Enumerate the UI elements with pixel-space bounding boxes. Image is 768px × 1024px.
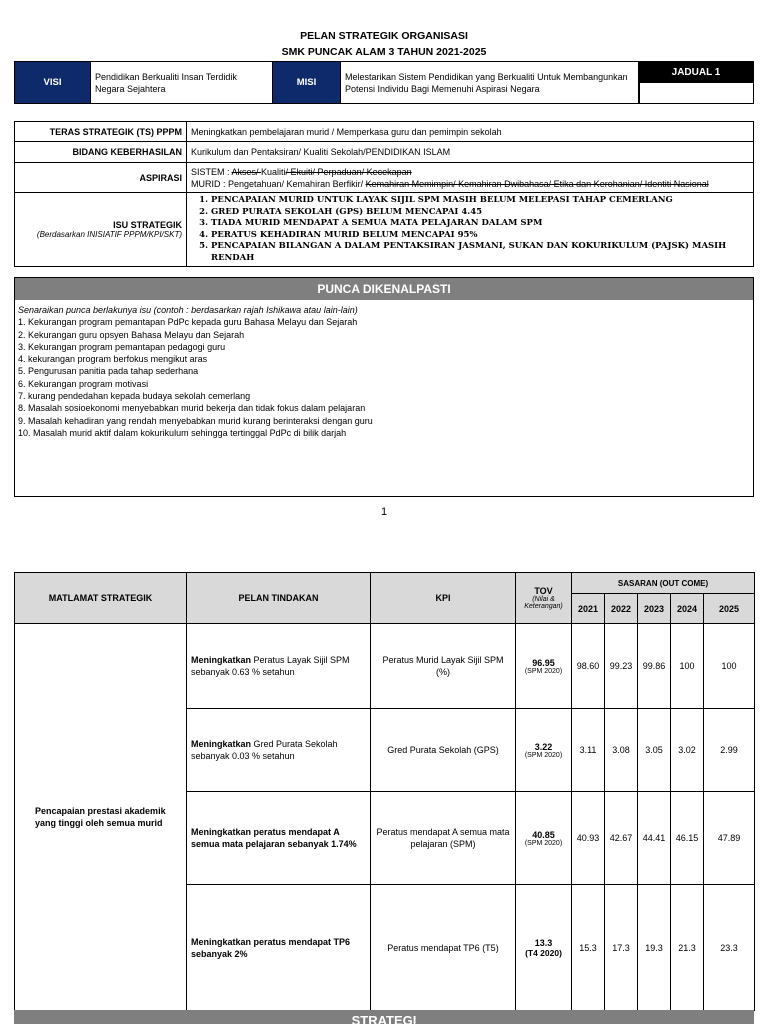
isu-item: 1. PENCAPAIAN MURID UNTUK LAYAK SIJIL SPM MASIH BELUM MELEPASI TAHAP CEMERLANG <box>211 195 749 207</box>
punca-body <box>15 300 753 443</box>
target-cell: 17.3 <box>605 885 638 1011</box>
target-cell: 3.05 <box>638 709 671 792</box>
tov-cell: 96.95 (SPM 2020) <box>516 624 572 709</box>
visi-text: Pendidikan Berkualiti Insan Terdidik Negara Sejahtera <box>91 62 273 104</box>
target-cell: 99.86 <box>638 624 671 709</box>
isu-item: 3. TIADA MURID MENDAPAT A SEMUA MATA PELAJARAN DALAM SPM <box>211 218 749 230</box>
kpi-table <box>14 572 755 1011</box>
aspirasi-sistem: SISTEM : Akses/ Kualiti/ Ekuiti/ Perpaduan/ Kecekapan <box>191 166 412 177</box>
punca-item: 10. Masalah murid aktif dalam kokurikulum sehingga tertinggal PdPc di bilik darjah <box>18 427 347 438</box>
target-cell: 100 <box>704 624 755 709</box>
document-subtitle: SMK PUNCAK ALAM 3 TAHUN 2021-2025 <box>281 46 487 58</box>
punca-hint: Senaraikan punca berlakunya isu (contoh : berdasarkan rajah Ishikawa atau lain-lain) <box>18 305 358 315</box>
header-matlamat: MATLAMAT STRATEGIK <box>15 573 187 624</box>
target-cell: 3.02 <box>671 709 704 792</box>
punca-item: 1. Kekurangan program pemantapan PdPc kepada guru Bahasa Melayu dan Sejarah <box>18 317 358 328</box>
header-year: 2025 <box>704 594 755 624</box>
isu-label-cell <box>15 193 187 267</box>
aspirasi-value <box>187 163 754 193</box>
punca-title: PUNCA DIKENALPASTI <box>15 278 753 300</box>
target-cell: 23.3 <box>704 885 755 1011</box>
page-number: 1 <box>380 506 388 518</box>
isu-list <box>191 195 749 264</box>
jadual-label: JADUAL 1 <box>639 62 753 83</box>
header-kpi: KPI <box>371 573 516 624</box>
bidang-label: BIDANG KEBERHASILAN <box>15 142 187 163</box>
pelan-cell: Meningkatkan peratus mendapat TP6 sebanyak 2% <box>187 885 371 1011</box>
target-cell: 40.93 <box>572 792 605 885</box>
target-cell: 21.3 <box>671 885 704 1011</box>
info-table <box>14 121 754 267</box>
isu-sub-label: (Berdasarkan INISIATIF PPPM/KPI/SKT) <box>36 230 182 239</box>
punca-item: 7. kurang pendedahan kepada budaya sekolah cemerlang <box>18 391 251 402</box>
tov-cell: 40.85 (SPM 2020) <box>516 792 572 885</box>
isu-item: 2. GRED PURATA SEKOLAH (GPS) BELUM MENCAPAI 4.45 <box>211 207 749 219</box>
target-cell: 47.89 <box>704 792 755 885</box>
target-cell: 2.99 <box>704 709 755 792</box>
punca-item: 6. Kekurangan program motivasi <box>18 378 149 389</box>
isu-list-cell <box>187 193 754 267</box>
header-pelan: PELAN TINDAKAN <box>187 573 371 624</box>
misi-label: MISI <box>273 62 341 104</box>
target-cell: 3.11 <box>572 709 605 792</box>
target-cell: 3.08 <box>605 709 638 792</box>
punca-item: 9. Masalah kehadiran yang rendah menyebabkan murid kurang berinteraksi dengan guru <box>18 415 373 426</box>
isu-item: 5. PENCAPAIAN BILANGAN A DALAM PENTAKSIRAN JASMANI, SUKAN DAN KOKURIKULUM (PAJSK) MASIH RENDAH <box>211 241 749 264</box>
target-cell: 98.60 <box>572 624 605 709</box>
header-tov-sub: (Nilai & Keterangan) <box>524 596 563 610</box>
tov-cell: 13.3 (T4 2020) <box>516 885 572 1011</box>
strategi-title: STRATEGI <box>14 1010 754 1024</box>
header-sasaran: SASARAN (OUT COME) <box>572 573 755 594</box>
target-cell: 15.3 <box>572 885 605 1011</box>
kpi-cell: Peratus Murid Layak Sijil SPM (%) <box>371 624 516 709</box>
header-year: 2024 <box>671 594 704 624</box>
pelan-cell: Meningkatkan Peratus Layak Sijil SPM sebanyak 0.63 % setahun <box>187 624 371 709</box>
document-title: PELAN STRATEGIK ORGANISASI <box>300 30 468 42</box>
table-row <box>15 624 755 709</box>
punca-item: 4. kekurangan program berfokus mengikut aras <box>18 354 208 365</box>
target-cell: 19.3 <box>638 885 671 1011</box>
punca-item: 8. Masalah sosioekonomi menyebabkan murid bekerja dan tidak fokus dalam pelajaran <box>18 403 366 414</box>
punca-section <box>14 277 754 497</box>
header-year: 2022 <box>605 594 638 624</box>
isu-label: ISU STRATEGIK <box>113 220 182 230</box>
pelan-cell: Meningkatkan Gred Purata Sekolah sebanyak 0.03 % setahun <box>187 709 371 792</box>
teras-label: TERAS STRATEGIK (TS) PPPM <box>15 122 187 142</box>
teras-value: Meningkatkan pembelajaran murid / Memperkasa guru dan pemimpin sekolah <box>187 122 754 142</box>
target-cell: 42.67 <box>605 792 638 885</box>
tov-cell: 3.22 (SPM 2020) <box>516 709 572 792</box>
visi-label: VISI <box>15 62 91 104</box>
punca-item: 3. Kekurangan program pemantapan pedagogi guru <box>18 341 226 352</box>
punca-item: 2. Kekurangan guru opsyen Bahasa Melayu dan Sejarah <box>18 329 245 340</box>
punca-item: 5. Pengurusan panitia pada tahap sederhana <box>18 366 199 377</box>
jadual-box <box>638 61 754 104</box>
pelan-cell: Meningkatkan peratus mendapat A semua mata pelajaran sebanyak 1.74% <box>187 792 371 885</box>
kpi-cell: Peratus mendapat TP6 (T5) <box>371 885 516 1011</box>
target-cell: 46.15 <box>671 792 704 885</box>
target-cell: 100 <box>671 624 704 709</box>
aspirasi-murid: MURID : Pengetahuan/ Kemahiran Berfikir/ Kemahiran Memimpin/ Kemahiran Dwibahasa/ Etika dan Kerohanian/ Identiti Nasional <box>191 178 709 189</box>
kpi-cell: Peratus mendapat A semua mata pelajaran (SPM) <box>371 792 516 885</box>
visi-misi-table <box>14 61 640 104</box>
isu-item: 4. PERATUS KEHADIRAN MURID BELUM MENCAPAI 95% <box>211 230 749 242</box>
target-cell: 44.41 <box>638 792 671 885</box>
matlamat-cell: Pencapaian prestasi akademik yang tinggi oleh semua murid <box>15 624 187 1011</box>
header-year: 2021 <box>572 594 605 624</box>
kpi-cell: Gred Purata Sekolah (GPS) <box>371 709 516 792</box>
header-tov: TOV <box>534 586 553 596</box>
header-year: 2023 <box>638 594 671 624</box>
bidang-value: Kurikulum dan Pentaksiran/ Kualiti Sekolah/PENDIDIKAN ISLAM <box>187 142 754 163</box>
target-cell: 99.23 <box>605 624 638 709</box>
misi-text: Melestarikan Sistem Pendidikan yang Berkualiti Untuk Membangunkan Potensi Individu Bagi Memenuhi Aspirasi Negara <box>341 62 640 104</box>
aspirasi-label: ASPIRASI <box>15 163 187 193</box>
header-tov-cell <box>516 573 572 624</box>
